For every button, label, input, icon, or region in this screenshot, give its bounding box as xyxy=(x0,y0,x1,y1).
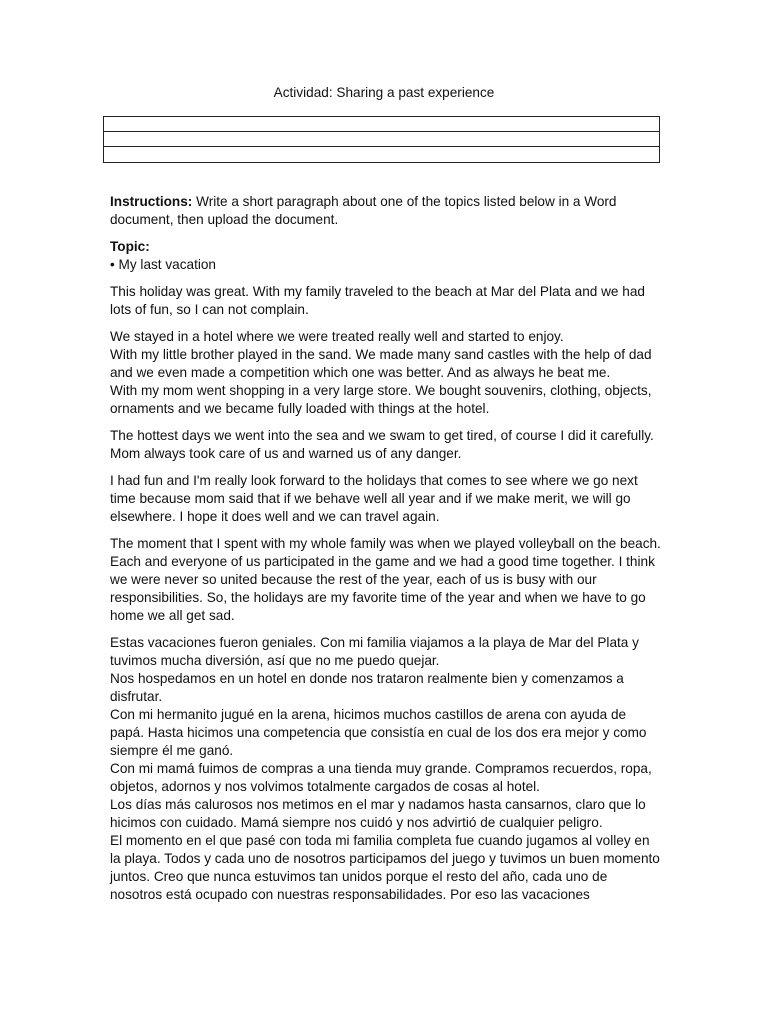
english-paragraph: We stayed in a hotel where we were treated really well and started to enjoy. xyxy=(110,329,564,344)
header-table xyxy=(103,116,660,163)
spanish-paragraph: El momento en el que pasé con toda mi familia completa fue cuando jugamos al volley en la playa. Todos y cada uno de nosotros participamos del juego y tuvimos un buen momento juntos. Creo que nunca estuvimos tan unidos porque el resto del año, cada uno de nosotros está ocupado con nuestras responsabilidades. Por eso las vacaciones xyxy=(110,833,660,902)
english-paragraph: This holiday was great. With my family traveled to the beach at Mar del Plata and we had lots of fun, so I can not complain. xyxy=(110,284,645,317)
instructions-label: Instructions: xyxy=(110,194,193,209)
english-paragraph: I had fun and I'm really look forward to the holidays that comes to see where we go next time because mom said that if we behave well all year and if we make merit, we will go elsewhere. I hope it does well and we can travel again. xyxy=(110,473,638,524)
page-title: Actividad: Sharing a past experience xyxy=(273,85,495,100)
header-table-row xyxy=(104,132,659,147)
topic-item: • My last vacation xyxy=(110,257,216,272)
english-paragraph: The hottest days we went into the sea and we swam to get tired, of course I did it carefully. Mom always took care of us and warned us of any danger. xyxy=(110,428,654,461)
spanish-paragraph: Estas vacaciones fueron geniales. Con mi familia viajamos a la playa de Mar del Plata y tuvimos mucha diversión, así que no me puedo quejar. xyxy=(110,635,639,668)
spanish-paragraph: Nos hospedamos en un hotel en donde nos trataron realmente bien y comenzamos a disfrutar. xyxy=(110,671,624,704)
instructions-text: Write a short paragraph about one of the topics listed below in a Word document, then upload the document. xyxy=(110,194,617,227)
instructions-paragraph xyxy=(110,193,662,229)
header-table-row xyxy=(104,117,659,132)
spanish-paragraph: Con mi mamá fuimos de compras a una tienda muy grande. Compramos recuerdos, ropa, objetos, adornos y nos volvimos totalmente cargados de cosas al hotel. xyxy=(110,761,652,794)
document-body xyxy=(110,193,662,904)
english-paragraph: With my mom went shopping in a very large store. We bought souvenirs, clothing, objects, ornaments and we became fully loaded with things at the hotel. xyxy=(110,383,652,416)
english-paragraph: The moment that I spent with my whole family was when we played volleyball on the beach. Each and everyone of us participated in the game and we had a good time together. I think we were never so united because the rest of the year, each of us is busy with our responsibilities. So, the holidays are my favorite time of the year and when we have to go home we all get sad. xyxy=(110,536,661,623)
english-paragraph: With my little brother played in the sand. We made many sand castles with the help of dad and we even made a competition which one was better. And as always he beat me. xyxy=(110,347,652,380)
topic-label: Topic: xyxy=(110,239,150,254)
spanish-paragraph: Los días más calurosos nos metimos en el mar y nadamos hasta cansarnos, claro que lo hicimos con cuidado. Mamá siempre nos cuidó y nos advirtió de cualquier peligro. xyxy=(110,797,646,830)
spanish-section xyxy=(110,634,662,904)
spanish-paragraph: Con mi hermanito jugué en la arena, hicimos muchos castillos de arena con ayuda de papá. Hasta hicimos una competencia que consistía en cual de los dos era mejor y como siempre él me ganó. xyxy=(110,707,647,758)
header-table-row xyxy=(104,147,659,162)
